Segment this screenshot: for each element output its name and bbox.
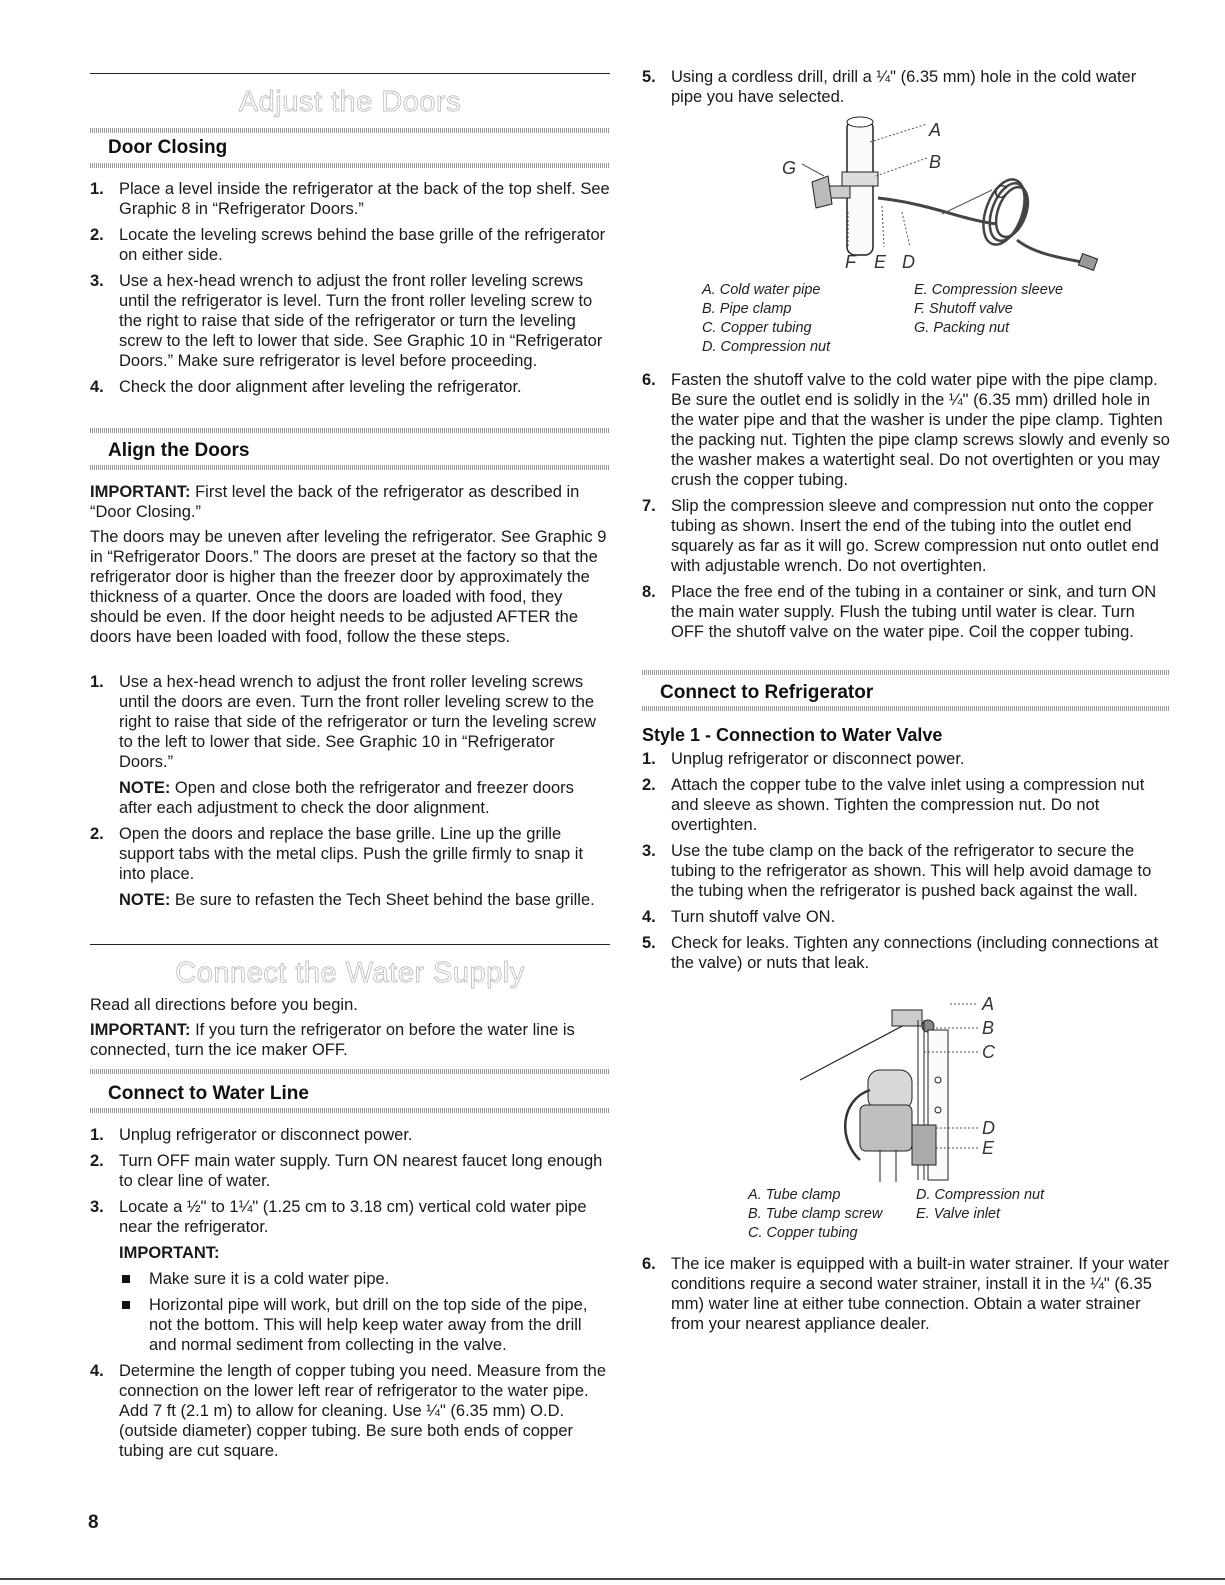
water-supply-title: Connect the Water Supply [175,957,525,989]
list-item: 7. Slip the compression sleeve and compression nut onto the copper tubing as shown. Insert the end of the tubing into the outlet end squarely as far as it will go. Screw compression nut onto outlet end with adjustable wrench. Do not overtighten. [642,497,1159,575]
list-item: 3. Use a hex-head wrench to adjust the front roller leveling screws until the refrigerator is level. Turn the front roller leveling screw to the right to raise that side of the refrigerator or turn the leveling screw to the left to lower that side. See Graphic 10 in “Refrigerator Doors.” Make sure refrigerator is level before proceeding. [90,272,603,370]
hatch-divider [90,428,610,433]
list-item: 6. The ice maker is equipped with a built-in water strainer. If your water conditions require a second water strainer, install it in the ¼" (6.35 mm) water line at either tube connection. Obtain a water strainer from your nearest appliance dealer. [642,1255,1169,1333]
fig1-caption-right: E. Compression sleeve F. Shutoff valve G. Packing nut [914,282,1064,336]
hatch-divider [90,1069,610,1074]
align-steps [90,672,610,916]
list-item: 2. Locate the leveling screws behind the base grille of the refrigerator on either side. [90,226,606,264]
list-item: Make sure it is a cold water pipe. [119,1269,610,1289]
page-number: 8 [88,1512,99,1533]
list-item: 5. Using a cordless drill, drill a ¼" (6.35 mm) hole in the cold water pipe you have selected. [642,68,1137,106]
list-item: 4. Determine the length of copper tubing you need. Measure from the connection on the lower left rear of refrigerator to the water pipe. Add 7 ft (2.1 m) to allow for cleaning. Use ¼" (6.35 mm) O.D. (outside diameter) copper tubing. Be sure both ends of copper tubing are cut square. [90,1362,607,1460]
adjust-doors-title: Adjust the Doors [238,86,462,118]
list-item: 6. Fasten the shutoff valve to the cold water pipe with the pipe clamp. Be sure the outlet end is solidly in the ¼" (6.35 mm) drilled hole in the water pipe and that the washer is under the pipe clamp. Tighten the packing nut. Tighten the pipe clamp screws slowly and evenly so the washer makes a watertight seal. Do not overtighten or you may crush the copper tubing. [642,371,1170,489]
top-rule [90,73,610,74]
align-intro: The doors may be uneven after leveling the refrigerator. See Graphic 9 in “Refrigerator Doors.” The doors are preset at the factory so that the refrigerator door is higher than the freezer door by approximately the thickness of a quarter. Once the doors are loaded with food, they should be even. If the door height needs to be adjusted AFTER the doors have been loaded with food, follow the these steps. [90,528,607,646]
water-line-steps-cont2 [642,370,1170,648]
fig2-label-c: C [982,1042,995,1062]
fig1-label-c: C [994,182,1007,202]
style1-heading: Style 1 - Connection to Water Valve [642,725,943,745]
hatch-divider [90,1108,610,1113]
list-item: 1. Unplug refrigerator or disconnect power. [90,1126,413,1144]
water-line-steps [90,1125,610,1467]
list-item: 4. Turn shutoff valve ON. [642,908,836,926]
fig2-caption-right: D. Compression nut E. Valve inlet [916,1187,1045,1222]
hatch-divider [642,670,1170,675]
hatch-divider [90,128,610,133]
list-item: 2. Turn OFF main water supply. Turn ON nearest faucet long enough to clear line of water. [90,1152,603,1190]
bottom-border [0,1578,1225,1580]
fig2-label-a: A [982,994,995,1014]
water-line-heading: Connect to Water Line [108,1083,309,1104]
connect-refrigerator-heading: Connect to Refrigerator [660,682,874,703]
fig1-label-e: E [874,252,887,272]
list-item: 2. Attach the copper tube to the valve inlet using a compression nut and sleeve as shown. Tighten the compression nut. Do not overtighten. [642,776,1145,834]
water-valve-diagram [800,1000,1010,1185]
list-item: 8. Place the free end of the tubing in a container or sink, and turn ON the main water supply. Flush the tubing until water is clear. Turn OFF the shutoff valve on the water pipe. Coil the copper tubing. [642,583,1157,641]
refrigerator-steps [642,749,1170,979]
fig1-label-d: D [902,252,915,272]
door-closing-steps [90,179,610,403]
important-bullets [119,1269,610,1355]
door-closing-heading: Door Closing [108,137,228,158]
read-directions: Read all directions before you begin. [90,996,358,1014]
fig1-label-f: F [845,252,856,272]
list-item: Horizontal pipe will work, but drill on the top side of the pipe, not the bottom. This will help keep water away from the drill and normal sediment from collecting in the valve. [119,1295,610,1355]
fig1-caption-left: A. Cold water pipe B. Pipe clamp C. Copper tubing D. Compression nut [702,282,831,355]
list-item: 1. Unplug refrigerator or disconnect power. [642,750,965,768]
fig1-label-b: B [929,152,942,172]
list-item: 3. Use the tube clamp on the back of the refrigerator to secure the tubing to the refrigerator as shown. This will help avoid damage to the tubing when the refrigerator is pushed back against the wall. [642,842,1152,900]
water-important: IMPORTANT: If you turn the refrigerator on before the water line is connected, turn the ice maker OFF. [90,1021,575,1059]
list-item: 5. Check for leaks. Tighten any connections (including connections at the valve) or nuts that leak. [642,934,1159,972]
hatch-divider [90,163,610,168]
hatch-divider [90,465,610,470]
fig2-label-d: D [982,1118,995,1138]
align-doors-heading: Align the Doors [108,440,250,461]
list-item: 4. Check the door alignment after leveling the refrigerator. [90,378,522,396]
section-rule [90,944,610,945]
fig2-label-b: B [982,1018,995,1038]
fig2-label-e: E [982,1138,995,1158]
list-item: 3. Locate a ½" to 1¼" (1.25 cm to 3.18 cm) vertical cold water pipe near the refrigerator. IMPORTANT: Make sure it is a cold water pipe. Horizontal pipe will work, but drill on the top side of the pipe, not the bottom. This will help keep water away from the drill and normal sediment from collecting in the valve. [90,1197,610,1355]
align-important: IMPORTANT: First level the back of the refrigerator as described in “Door Closing.” [90,483,580,521]
list-item: 1. Place a level inside the refrigerator at the back of the top shelf. See Graphic 8 in “Refrigerator Doors.” [90,180,610,218]
list-item: 1. Use a hex-head wrench to adjust the front roller leveling screws until the doors are even. Turn the front roller leveling screw to the right to raise that side of the refrigerator or turn the leveling screw to the left to lower that side. See Graphic 10 in “Refrigerator Doors.” NOTE: Open and close both the refrigerator and freezer doors after each adjustment to check the door alignment. [90,673,596,817]
fig2-caption-left: A. Tube clamp B. Tube clamp screw C. Copper tubing [748,1187,883,1241]
water-line-steps-cont [642,67,1170,113]
refrigerator-steps-cont [642,1254,1170,1340]
fig1-label-g: G [782,158,797,178]
fig1-label-a: A [929,120,942,140]
hatch-divider [642,706,1170,711]
list-item: 2. Open the doors and replace the base grille. Line up the grille support tabs with the metal clips. Push the grille firmly to snap it into place. NOTE: Be sure to refasten the Tech Sheet behind the base grille. [90,825,595,909]
